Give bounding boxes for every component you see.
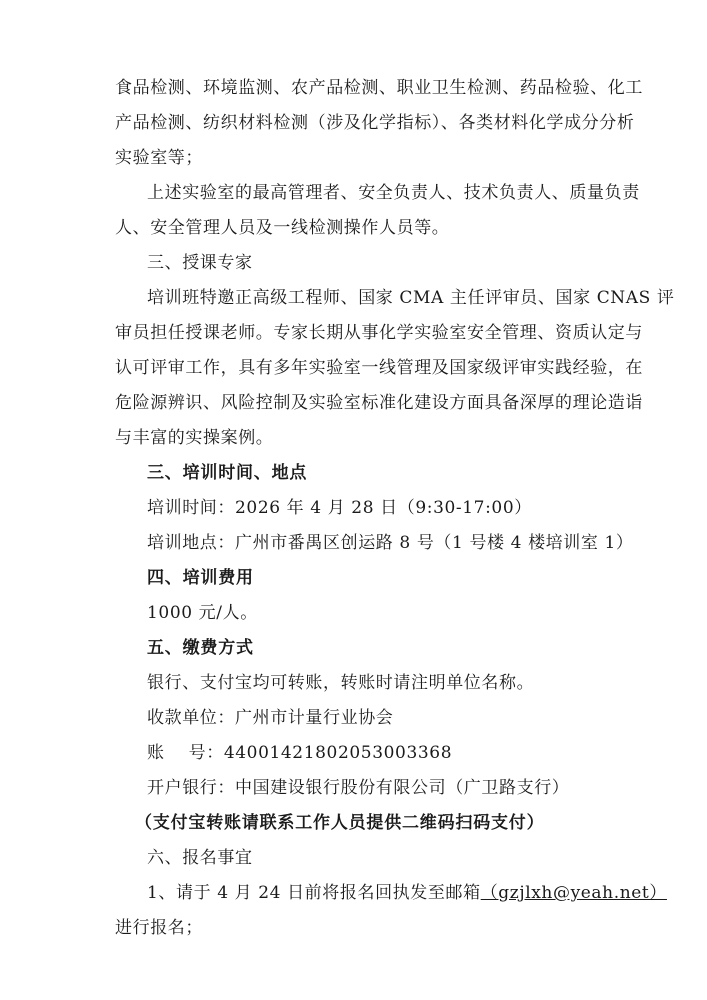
body-line: 上述实验室的最高管理者、安全负责人、技术负责人、质量负责 [147, 183, 640, 203]
email-link[interactable]: （gzjlxh@yeah.net） [480, 883, 667, 903]
body-line: 与丰富的实操案例。 [115, 428, 274, 448]
body-line: 食品检测、环境监测、农产品检测、职业卫生检测、药品检验、化工 [115, 78, 643, 98]
payment-methods: 银行、支付宝均可转账，转账时请注明单位名称。 [147, 673, 535, 693]
body-line: 危险源辨识、风险控制及实验室标准化建设方面具备深厚的理论造诣 [115, 393, 643, 413]
body-line: 实验室等； [115, 148, 203, 168]
section-heading-payment: 五、缴费方式 [147, 638, 254, 658]
training-place: 培训地点：广州市番禺区创运路 8 号（1 号楼 4 楼培训室 1） [147, 533, 634, 553]
body-line: 人、安全管理人员及一线检测操作人员等。 [115, 218, 450, 238]
body-line: 产品检测、纺织材料检测（涉及化学指标）、各类材料化学成分分析 [115, 113, 635, 133]
section-heading-experts: 三、授课专家 [147, 253, 253, 273]
registration-line-end: 进行报名； [115, 918, 203, 938]
body-line: 培训班特邀正高级工程师、国家 CMA 主任评审员、国家 CNAS 评 [147, 288, 675, 308]
body-line: 审员担任授课老师。专家长期从事化学实验室安全管理、资质认定与 [115, 323, 643, 343]
registration-instruction [147, 881, 667, 905]
alipay-note: （支付宝转账请联系工作人员提供二维码扫码支付） [135, 813, 545, 833]
registration-text: 1、请于 4 月 24 日前将报名回执发至邮箱 [147, 883, 481, 903]
body-line: 认可评审工作，具有多年实验室一线管理及国家级评审实践经验，在 [115, 358, 643, 378]
section-heading-time-place: 三、培训时间、地点 [147, 463, 308, 483]
bank-name: 开户银行：中国建设银行股份有限公司（广卫路支行） [147, 778, 570, 798]
account-number: 账 号：44001421802053003368 [147, 743, 453, 763]
training-fee: 1000 元/人。 [147, 603, 258, 623]
section-heading-fee: 四、培训费用 [147, 568, 254, 588]
training-time: 培训时间：2026 年 4 月 28 日（9:30-17:00） [147, 498, 532, 518]
section-heading-registration: 六、报名事宜 [147, 848, 253, 868]
payee-unit: 收款单位：广州市计量行业协会 [147, 708, 394, 728]
